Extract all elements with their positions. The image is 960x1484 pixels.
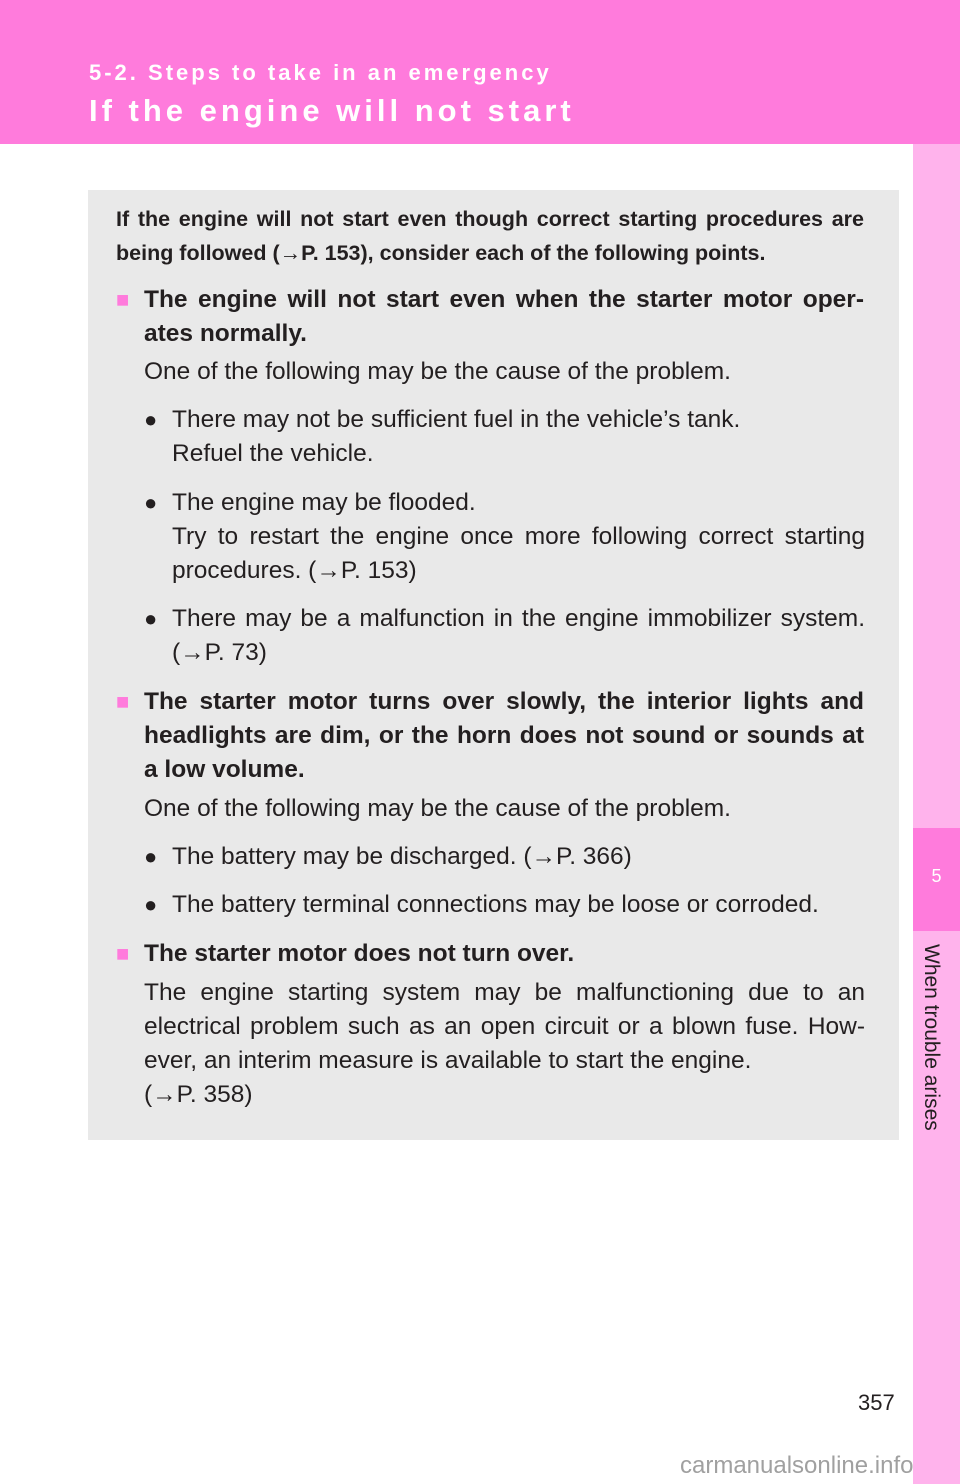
circle-bullet-icon: ● [144,606,158,631]
intro-text: If the engine will not start even though correct starting procedures are being followed (→P. 153), consider each of the following points. [116,207,864,265]
circle-bullet-icon: ● [144,892,158,917]
list-item [144,602,865,670]
section-body: The engine starting system may be malfunctioning due to an electrical problem such as an open circuit or a blown fuse. How-ever, an interim measure is available to start the engine. (→P. 358) [144,979,865,1108]
chapter-number: 5 [931,866,942,886]
circle-bullet-icon: ● [144,844,158,869]
list-item-text: The engine may be flooded. Try to restart the engine once more following correct starting procedures. (→P. 153) [172,489,865,584]
circle-bullet-icon: ● [144,490,158,515]
page-title: If the engine will not start [89,93,575,128]
section-heading [116,937,864,971]
section-lead: One of the following may be the cause of the problem. [144,358,731,385]
circle-bullet-icon: ● [144,407,158,432]
section-heading [116,685,864,787]
section-heading-text: The starter motor turns over slowly, the interior lights and headlights are dim, or the horn does not sound or sounds at a low volume. [144,688,864,783]
list-item [144,888,865,922]
list-item-text: There may not be sufficient fuel in the vehicle’s tank. Refuel the vehicle. [172,406,741,467]
page-header [0,0,960,144]
section-lead: One of the following may be the cause of the problem. [144,795,731,822]
list-item [144,403,865,471]
list-item-text: The battery terminal connections may be loose or corroded. [172,891,819,918]
square-bullet-icon: ■ [116,689,130,714]
chapter-name: When trouble arises [920,944,943,1131]
section-label: 5-2. Steps to take in an emergency [89,60,552,85]
list-item [144,840,865,874]
chapter-tab [913,828,960,931]
section-heading-text: The starter motor does not turn over. [144,940,575,967]
page-number: 357 [858,1390,895,1415]
list-item-text: The battery may be discharged. (→P. 366) [172,843,632,870]
square-bullet-icon: ■ [116,941,130,966]
square-bullet-icon: ■ [116,287,130,312]
side-strip [913,144,960,1484]
section-heading [116,283,864,351]
section-heading-text: The engine will not start even when the starter motor oper-ates normally. [144,286,864,347]
list-item-text: There may be a malfunction in the engine immobilizer system. (→P. 73) [172,605,865,666]
watermark: carmanualsonline.info [680,1452,914,1479]
list-item [144,486,865,588]
